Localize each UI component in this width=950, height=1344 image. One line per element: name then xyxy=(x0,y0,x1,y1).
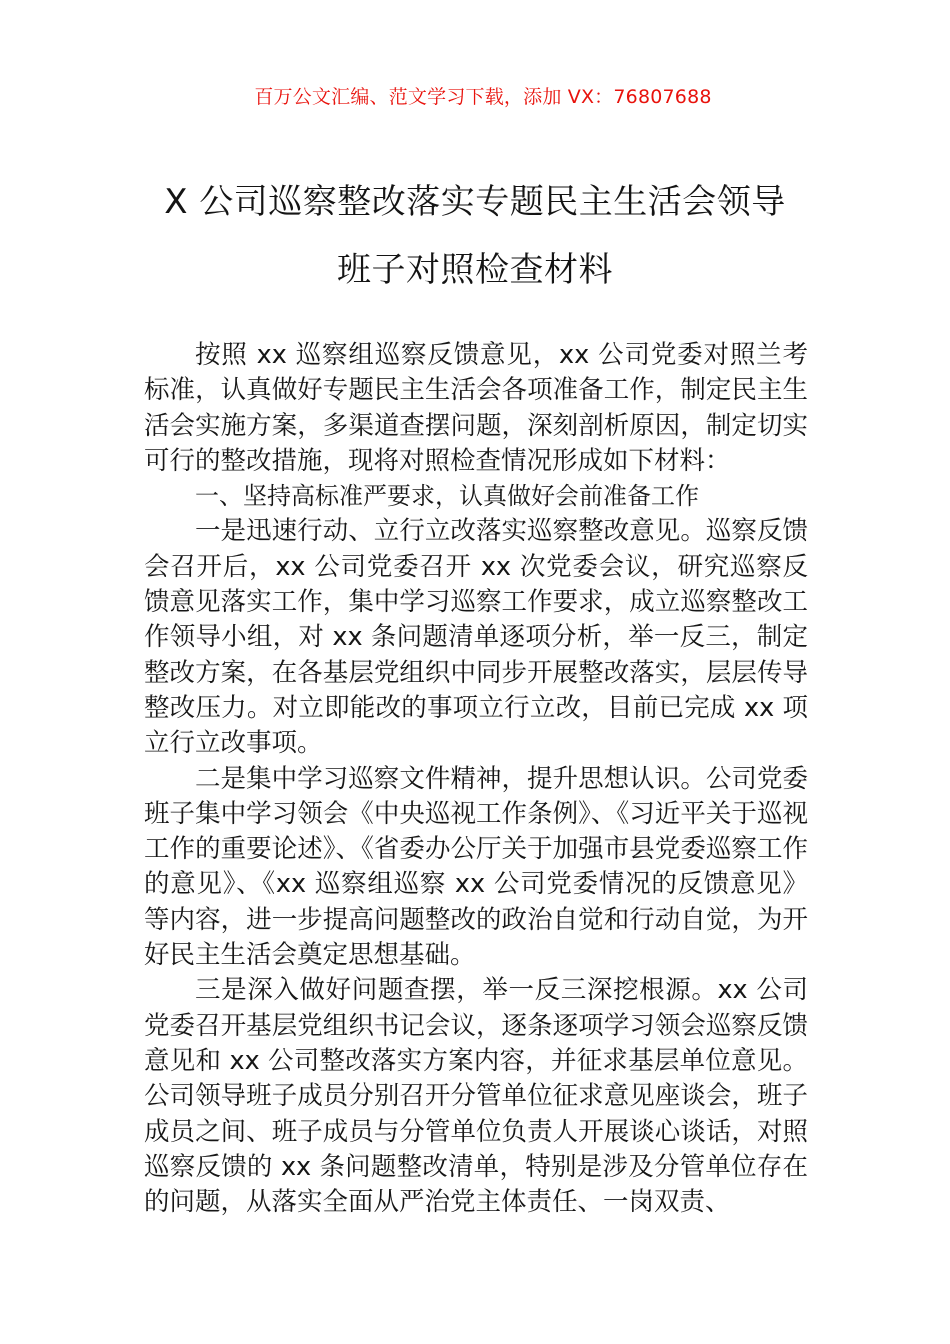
promo-banner: 百万公文汇编、范文学习下载，添加 VX：76807688 xyxy=(254,86,712,108)
document-title-line-2: 班子对照检查材料 xyxy=(337,250,613,290)
document-title-line-1: X 公司巡察整改落实专题民主生活会领导 xyxy=(164,182,786,222)
intro-paragraph: 按照 xx 巡察组巡察反馈意见，xx 公司党委对照兰考标准，认真做好专题民主生活会各项准备工作，制定民主生活会实施方案，多渠道查摆问题，深刻剖析原因，制定切实可行的整改措施，现将对照检查情况形成如下材料： xyxy=(144,340,808,476)
body-paragraph-1: 一是迅速行动、立行立改落实巡察整改意见。巡察反馈会召开后，xx 公司党委召开 xx 次党委会议，研究巡察反馈意见落实工作，集中学习巡察工作要求，成立巡察整改工作领导小组，对 xx 条问题清单逐项分析，举一反三，制定整改方案，在各基层党组织中同步开展整改落实，层层传导整改压力。对立即能改的事项立行立改，目前已完成 xx 项立行立改事项。 xyxy=(144,516,808,759)
body-paragraph-3: 三是深入做好问题查摆，举一反三深挖根源。xx 公司党委召开基层党组织书记会议，逐条逐项学习领会巡察反馈意见和 xx 公司整改落实方案内容，并征求基层单位意见。公司领导班子成员分别召开分管单位征求意见座谈会，班子成员之间、班子成员与分管单位负责人开展谈心谈话，对照巡察反馈的 xx 条问题整改清单，特别是涉及分管单位存在的问题，从落实全面从严治党主体责任、一岗双责、 xyxy=(144,975,808,1218)
section-heading-1: 一、坚持高标准严要求，认真做好会前准备工作 xyxy=(195,482,699,511)
body-paragraph-2: 二是集中学习巡察文件精神，提升思想认识。公司党委班子集中学习领会《中央巡视工作条例》、《习近平关于巡视工作的重要论述》、《省委办公厅关于加强市县党委巡察工作的意见》、《xx 巡察组巡察 xx 公司党委情况的反馈意见》等内容，进一步提高问题整改的政治自觉和行动自觉，为开好民主生活会奠定思想基础。 xyxy=(144,763,808,971)
document-body xyxy=(144,338,808,1220)
